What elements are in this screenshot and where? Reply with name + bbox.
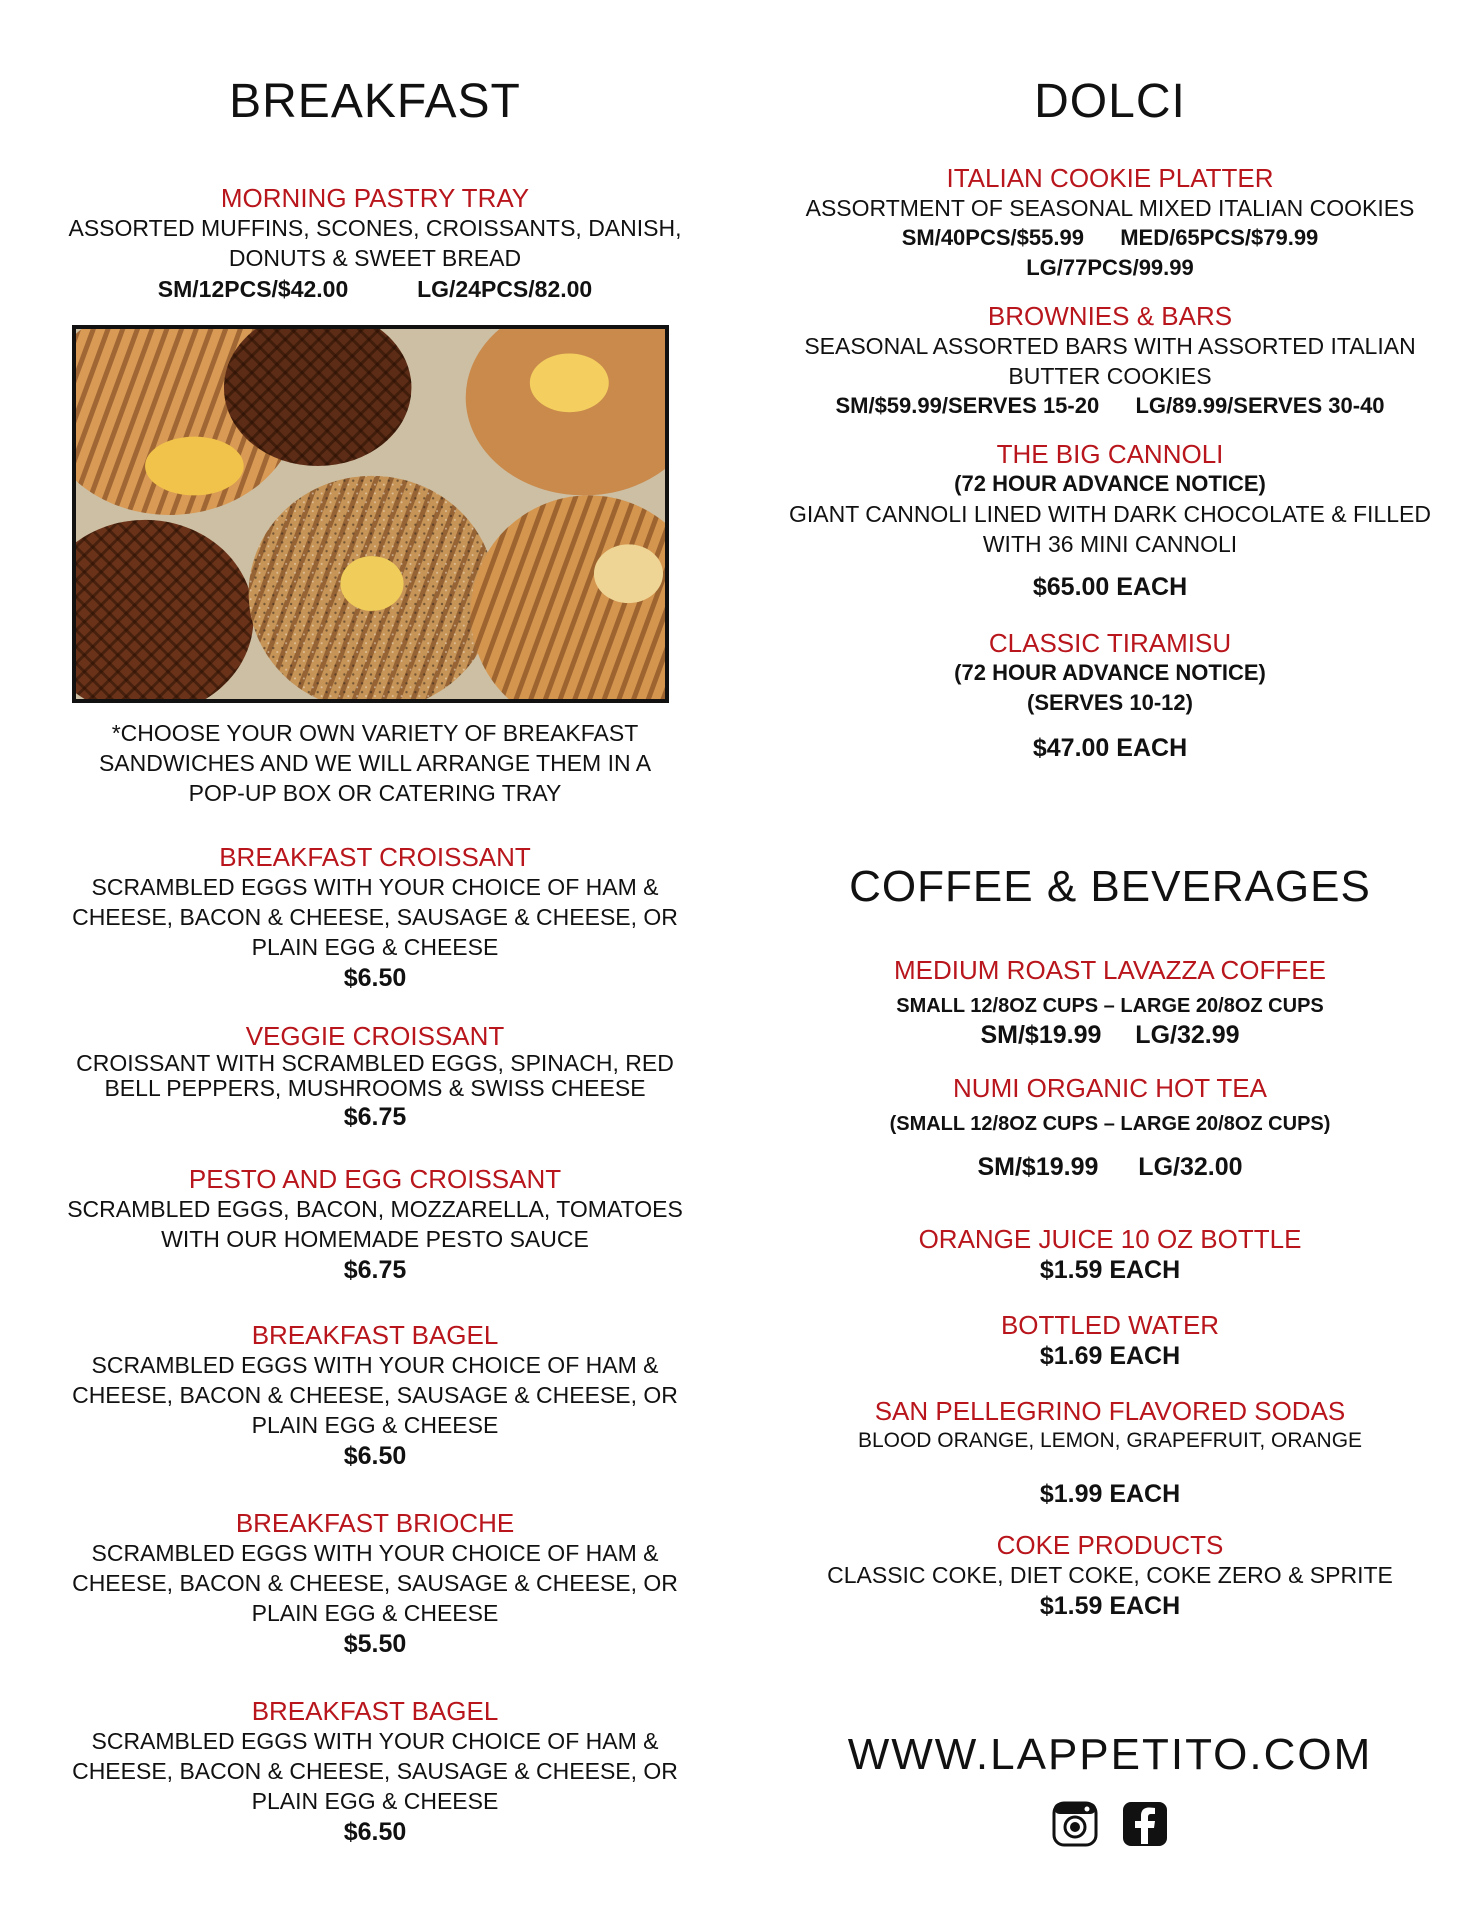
item-desc: ASSORTED MUFFINS, SCONES, CROISSANTS, DANISH, <box>68 215 682 241</box>
item-name: MEDIUM ROAST LAVAZZA COFFEE <box>894 955 1326 985</box>
item-desc: SCRAMBLED EGGS, BACON, MOZZARELLA, TOMATOES <box>67 1196 683 1222</box>
item-name: BREAKFAST BAGEL <box>251 1696 499 1726</box>
sandwich-illustration <box>76 329 665 699</box>
item-price <box>770 1019 1450 1051</box>
price-medium: MED/65PCS/$79.99 <box>1120 225 1319 250</box>
menu-item-pesto-egg-croissant <box>60 1164 690 1286</box>
item-name: PESTO AND EGG CROISSANT <box>188 1164 562 1194</box>
item-desc: CROISSANT WITH SCRAMBLED EGGS, SPINACH, RED <box>76 1050 674 1076</box>
item-desc: WITH OUR HOMEMADE PESTO SAUCE <box>161 1226 589 1252</box>
menu-item-brownies-bars <box>770 301 1450 421</box>
item-desc: PLAIN EGG & CHEESE <box>251 1600 499 1626</box>
menu-item-orange-juice <box>770 1224 1450 1286</box>
menu-item-classic-tiramisu <box>770 628 1450 764</box>
price-small: SM/$19.99 <box>980 1021 1102 1049</box>
item-name: BREAKFAST BAGEL <box>251 1320 499 1350</box>
menu-item-lavazza-coffee <box>770 955 1450 1051</box>
serves: (SERVES 10-12) <box>1027 690 1193 715</box>
note-line: *CHOOSE YOUR OWN VARIETY OF BREAKFAST <box>111 720 639 746</box>
item-desc: SCRAMBLED EGGS WITH YOUR CHOICE OF HAM & <box>91 874 659 900</box>
item-name: CLASSIC TIRAMISU <box>988 628 1232 658</box>
beverages-title: COFFEE & BEVERAGES <box>849 862 1371 911</box>
item-price: $6.50 <box>343 1818 407 1846</box>
item-desc: SCRAMBLED EGGS WITH YOUR CHOICE OF HAM & <box>91 1352 659 1378</box>
menu-item-breakfast-croissant <box>60 842 690 994</box>
item-name: SAN PELLEGRINO FLAVORED SODAS <box>874 1396 1346 1426</box>
item-name: NUMI ORGANIC HOT TEA <box>953 1073 1267 1103</box>
breakfast-sandwiches-photo <box>72 325 669 703</box>
menu-item-numi-tea <box>770 1073 1450 1183</box>
item-price: $1.59 EACH <box>1039 1256 1181 1284</box>
price-large: LG/32.99 <box>1135 1021 1240 1049</box>
item-name: BREAKFAST BRIOCHE <box>235 1508 515 1538</box>
cup-sizes: SMALL 12/8OZ CUPS – LARGE 20/8OZ CUPS <box>896 995 1324 1017</box>
price-small: SM/12PCS/$42.00 <box>157 276 349 302</box>
item-desc: CHEESE, BACON & CHEESE, SAUSAGE & CHEESE, OR <box>72 904 678 930</box>
item-price: $47.00 EACH <box>1032 734 1188 762</box>
item-price <box>770 1151 1450 1183</box>
item-desc: PLAIN EGG & CHEESE <box>251 1788 499 1814</box>
menu-item-bottled-water <box>770 1310 1450 1372</box>
price-large: LG/32.00 <box>1138 1153 1243 1181</box>
price-small: SM/40PCS/$55.99 <box>901 225 1084 250</box>
item-price: $6.50 <box>343 964 407 992</box>
menu-item-breakfast-brioche <box>60 1508 690 1660</box>
item-price: $6.75 <box>343 1256 407 1284</box>
item-price <box>770 223 1450 253</box>
dolci-title: DOLCI <box>1034 75 1186 128</box>
item-name: COKE PRODUCTS <box>996 1530 1224 1560</box>
item-name: THE BIG CANNOLI <box>996 439 1224 469</box>
note-line: SANDWICHES AND WE WILL ARRANGE THEM IN A <box>98 750 652 776</box>
item-desc: CHEESE, BACON & CHEESE, SAUSAGE & CHEESE, OR <box>72 1382 678 1408</box>
item-desc: BELL PEPPERS, MUSHROOMS & SWISS CHEESE <box>104 1075 646 1101</box>
item-price <box>770 391 1450 421</box>
price-large: LG/77PCS/99.99 <box>1026 255 1194 280</box>
item-desc: CLASSIC COKE, DIET COKE, COKE ZERO & SPRITE <box>827 1562 1393 1588</box>
item-price: $1.99 EACH <box>1039 1480 1181 1508</box>
item-desc: SCRAMBLED EGGS WITH YOUR CHOICE OF HAM & <box>91 1540 659 1566</box>
item-name: VEGGIE CROISSANT <box>245 1021 505 1051</box>
item-name: BROWNIES & BARS <box>987 301 1233 331</box>
menu-item-san-pellegrino <box>770 1396 1450 1510</box>
item-desc: DONUTS & SWEET BREAD <box>228 245 522 271</box>
sandwich-note <box>60 718 690 808</box>
price-small: SM/$59.99/SERVES 15-20 <box>835 393 1100 418</box>
menu-item-breakfast-bagel <box>60 1320 690 1472</box>
price-large: LG/89.99/SERVES 30-40 <box>1135 393 1385 418</box>
item-price: $6.75 <box>343 1103 407 1131</box>
menu-item-breakfast-bagel-2 <box>60 1696 690 1848</box>
item-desc: CHEESE, BACON & CHEESE, SAUSAGE & CHEESE, OR <box>72 1570 678 1596</box>
menu-item-morning-pastry-tray <box>60 183 690 305</box>
social-links <box>770 1800 1450 1848</box>
cup-sizes: (SMALL 12/8OZ CUPS – LARGE 20/8OZ CUPS) <box>889 1113 1331 1135</box>
instagram-icon[interactable] <box>1051 1800 1099 1848</box>
advance-notice: (72 HOUR ADVANCE NOTICE) <box>954 660 1266 685</box>
item-name: BOTTLED WATER <box>1000 1310 1220 1340</box>
item-name: ORANGE JUICE 10 OZ BOTTLE <box>918 1224 1302 1254</box>
item-price <box>60 273 690 305</box>
item-price: $6.50 <box>343 1442 407 1470</box>
facebook-icon[interactable] <box>1121 1800 1169 1848</box>
item-desc: BLOOD ORANGE, LEMON, GRAPEFRUIT, ORANGE <box>857 1429 1363 1452</box>
menu-item-italian-cookie-platter <box>770 163 1450 283</box>
item-price: $1.59 EACH <box>1039 1592 1181 1620</box>
item-price: $5.50 <box>343 1630 407 1658</box>
item-desc: ASSORTMENT OF SEASONAL MIXED ITALIAN COOKIES <box>805 195 1415 221</box>
menu-item-veggie-croissant <box>60 1021 690 1133</box>
website-link[interactable]: WWW.LAPPETITO.COM <box>847 1730 1373 1779</box>
item-desc: PLAIN EGG & CHEESE <box>251 934 499 960</box>
item-desc: WITH 36 MINI CANNOLI <box>982 531 1238 557</box>
item-desc: BUTTER COOKIES <box>1008 363 1212 389</box>
item-desc: SCRAMBLED EGGS WITH YOUR CHOICE OF HAM & <box>91 1728 659 1754</box>
menu-item-big-cannoli <box>770 439 1450 603</box>
item-desc: SEASONAL ASSORTED BARS WITH ASSORTED ITALIAN <box>804 333 1416 359</box>
item-name: BREAKFAST CROISSANT <box>219 842 531 872</box>
menu-item-coke-products <box>770 1530 1450 1622</box>
item-name: MORNING PASTRY TRAY <box>220 183 530 213</box>
advance-notice: (72 HOUR ADVANCE NOTICE) <box>954 471 1266 496</box>
item-price: $1.69 EACH <box>1039 1342 1181 1370</box>
price-large: LG/24PCS/82.00 <box>417 276 593 302</box>
item-desc: GIANT CANNOLI LINED WITH DARK CHOCOLATE & FILLED <box>789 501 1431 527</box>
breakfast-title: BREAKFAST <box>229 75 521 128</box>
item-desc: CHEESE, BACON & CHEESE, SAUSAGE & CHEESE, OR <box>72 1758 678 1784</box>
item-name: ITALIAN COOKIE PLATTER <box>946 163 1274 193</box>
price-small: SM/$19.99 <box>977 1153 1099 1181</box>
note-line: POP-UP BOX OR CATERING TRAY <box>188 780 562 806</box>
item-price: $65.00 EACH <box>1032 573 1188 601</box>
item-desc: PLAIN EGG & CHEESE <box>251 1412 499 1438</box>
